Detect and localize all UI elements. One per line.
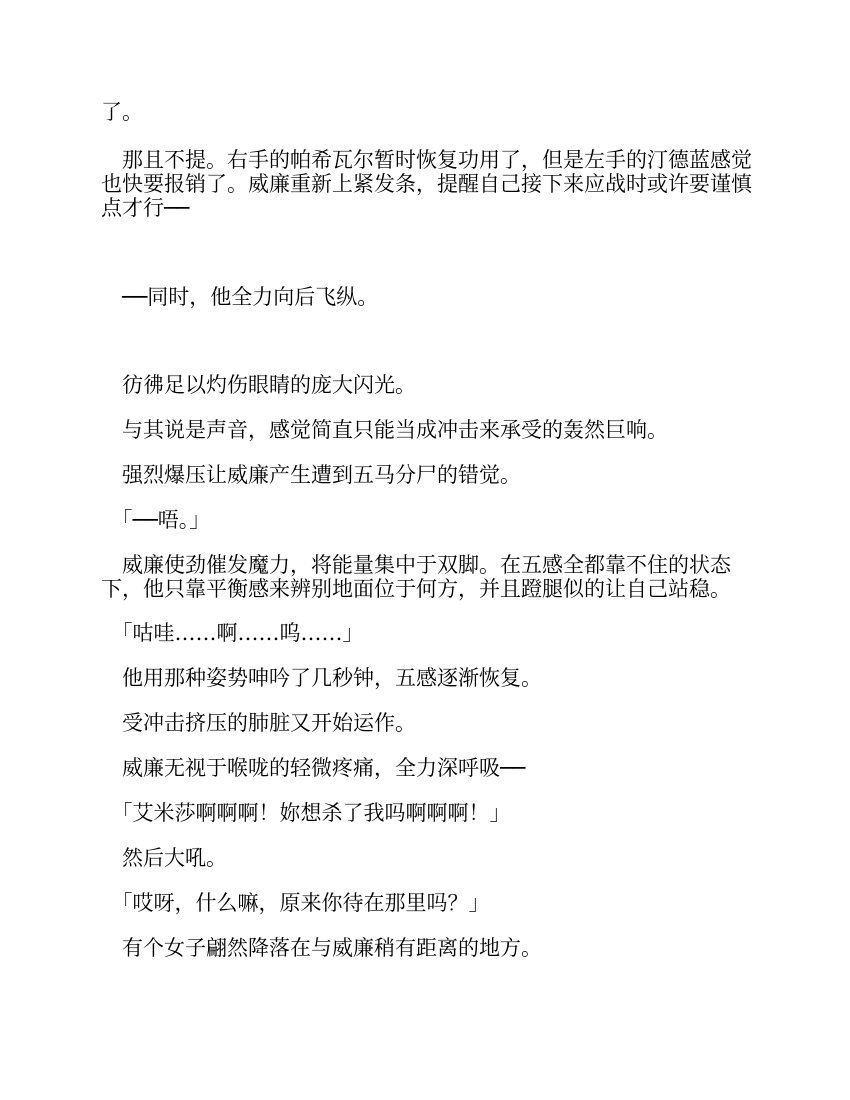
paragraph-10: 他用那种姿势呻吟了几秒钟，五感逐渐恢复。 [101,666,542,690]
paragraph-13: 「艾米莎啊啊啊！妳想杀了我吗啊啊啊！」 [101,801,511,825]
paragraph-5: 与其说是声音，感觉简直只能当成冲击来承受的轰然巨响。 [101,418,668,442]
paragraph-8: 威廉使劲催发魔力，将能量集中于双脚。在五感全都靠不住的状态下，他只靠平衡感来辨别地面位于何方，并且蹬腿似的让自己站稳。 [101,553,731,601]
paragraph-4: 彷彿足以灼伤眼睛的庞大闪光。 [101,373,416,397]
paragraph-2: 那且不提。右手的帕希瓦尔暂时恢复功用了，但是左手的汀德蓝感觉也快要报销了。威廉重新上紧发条，提醒自己接下来应战时或许要谨慎点才行── [101,148,752,220]
paragraph-3: ──同时，他全力向后飞纵。 [101,285,379,309]
paragraph-12: 威廉无视于喉咙的轻微疼痛，全力深呼吸── [101,756,526,780]
paragraph-11: 受冲击挤压的肺脏又开始运作。 [101,711,416,735]
paragraph-15: 「哎呀，什么嘛，原来你待在那里吗？」 [101,891,490,915]
paragraph-6: 强烈爆压让威廉产生遭到五马分尸的错觉。 [101,463,521,487]
paragraph-14: 然后大吼。 [101,846,227,870]
paragraph-9: 「咕哇……啊……呜……」 [101,621,364,645]
paragraph-16: 有个女子翩然降落在与威廉稍有距离的地方。 [101,936,542,960]
paragraph-7: 「──唔。」 [101,508,211,532]
paragraph-1: 了。 [101,100,143,124]
